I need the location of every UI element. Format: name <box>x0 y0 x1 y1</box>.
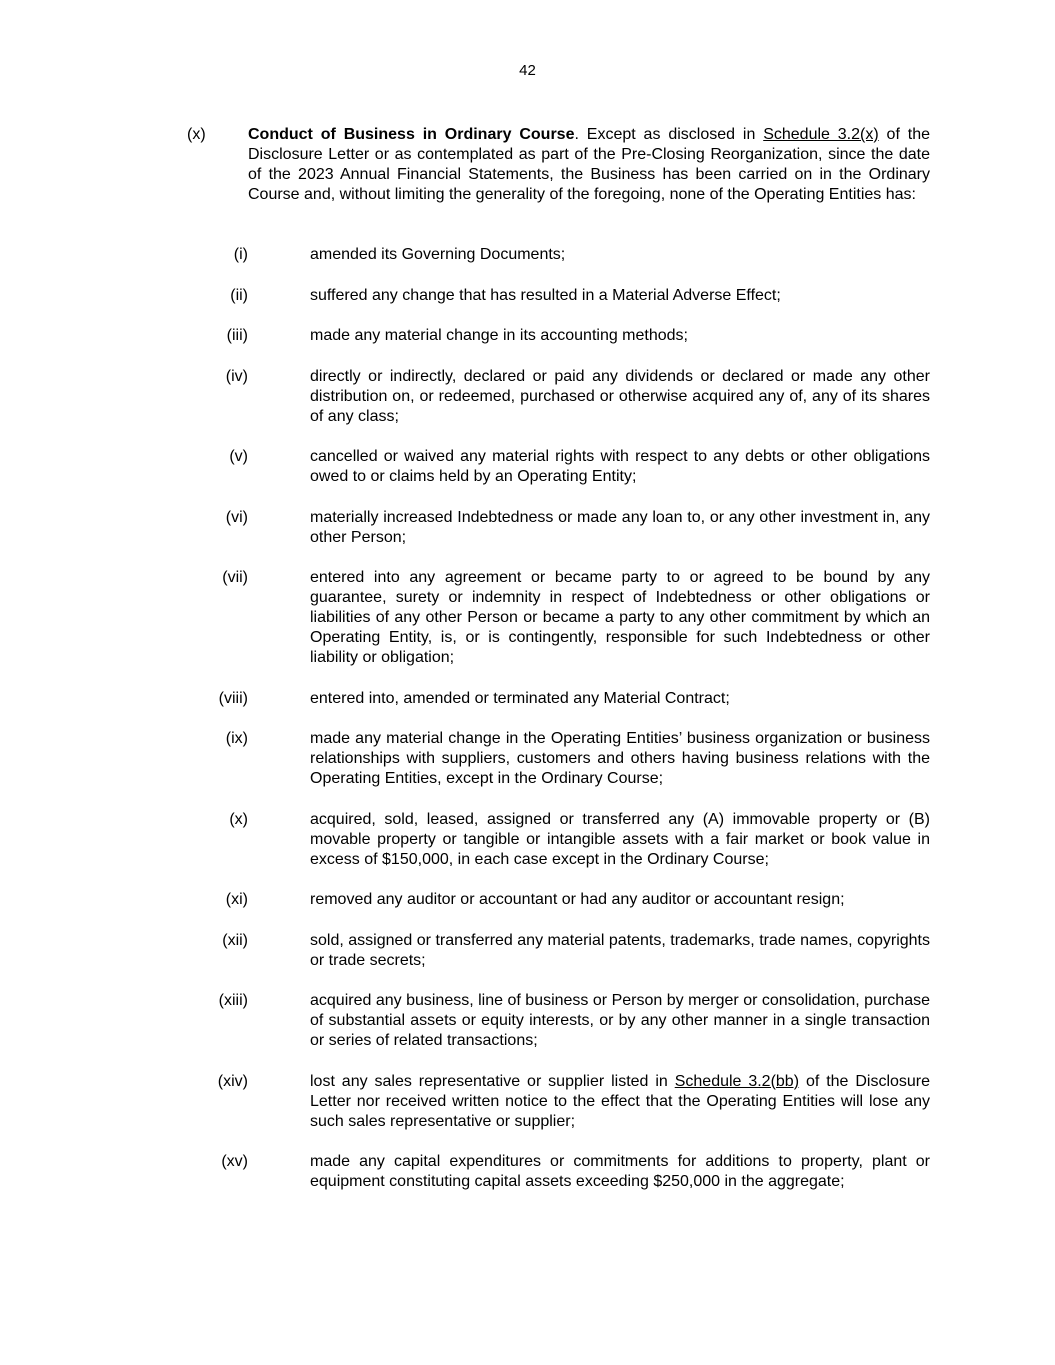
item-text: amended its Governing Documents; <box>310 246 566 263</box>
item-number: (viii) <box>218 689 248 707</box>
item-text: acquired, sold, leased, assigned or transferred any (A) immovable property or (B) movable property or tangible or intangible assets with a fair market or book value in excess of $150,000, in each case except in the Ordinary Course; <box>310 810 930 868</box>
item-text: removed any auditor or accountant or had any auditor or accountant resign; <box>310 891 845 908</box>
section-label: (x) <box>187 126 206 143</box>
list-item <box>187 367 930 427</box>
item-text-2: of the Disclosure Letter nor received written notice to the effect that the Operating Entities will lose any such sales representative or supplier; <box>310 1072 931 1130</box>
item-text <box>310 1072 930 1132</box>
item-number: (iv) <box>225 367 248 385</box>
item-number: (x) <box>229 810 248 828</box>
item-number: (xiv) <box>217 1072 248 1090</box>
list-item <box>187 245 930 265</box>
list-item <box>187 326 930 346</box>
item-text: cancelled or waived any material rights with respect to any debts or other obligations owed to or claims held by an Operating Entity; <box>310 448 930 485</box>
section-body <box>248 125 930 205</box>
item-text: acquired any business, line of business or Person by merger or consolidation, purchase of substantial assets or equity interests, or by any other manner in a single transaction or series of related transactions; <box>310 992 930 1049</box>
item-text: made any capital expenditures or commitments for additions to property, plant or equipment constituting capital assets exceeding $250,000 in the aggregate; <box>310 1153 930 1190</box>
item-text: made any material change in the Operating Entities’ business organization or business relationships with suppliers, customers and others having business relations with the Operating Entities, except in the Ordinary Course; <box>310 730 930 787</box>
list-item <box>187 1072 930 1132</box>
item-number: (v) <box>229 448 248 465</box>
item-number: (i) <box>233 246 248 263</box>
list-item <box>187 729 930 789</box>
item-text: entered into, amended or terminated any Material Contract; <box>310 689 730 707</box>
page-number: 42 <box>519 62 536 79</box>
schedule-link[interactable]: Schedule 3.2(x) <box>763 126 879 143</box>
list-item <box>187 689 930 709</box>
item-number: (iii) <box>226 327 248 344</box>
section-text-2: of the Disclosure Letter or as contemplated as part of the Pre-Closing Reorganization, since the date of the 2023 Annual Financial Statements, the Business has been carried on in the Ordinary Course and, without limiting the generality of the foregoing, none of the Operating Entities has: <box>248 126 931 203</box>
item-number: (vi) <box>225 508 248 526</box>
item-text-1: lost any sales representative or supplier listed in <box>310 1072 675 1090</box>
item-number: (xv) <box>221 1153 248 1170</box>
list-item <box>187 447 930 487</box>
item-number: (xii) <box>222 931 248 949</box>
list-item <box>187 568 930 668</box>
item-text: materially increased Indebtedness or made any loan to, or any other investment in, any other Person; <box>310 508 930 546</box>
section-text-1: . Except as disclosed in <box>574 126 764 143</box>
item-number: (xiii) <box>218 992 248 1009</box>
list-item <box>187 508 930 548</box>
list-item <box>187 1152 930 1192</box>
list-item <box>187 991 930 1051</box>
item-number: (vii) <box>222 569 248 586</box>
schedule-link[interactable]: Schedule 3.2(bb) <box>674 1072 800 1090</box>
item-list <box>187 245 930 1213</box>
item-text: directly or indirectly, declared or paid any dividends or declared or made any other distribution on, or redeemed, purchased or otherwise acquired any of, any of its shares of any class; <box>310 367 930 425</box>
item-number: (xi) <box>225 891 248 908</box>
list-item <box>187 810 930 870</box>
list-item <box>187 286 930 306</box>
item-number: (ii) <box>230 286 248 304</box>
section-heading: Conduct of Business in Ordinary Course <box>248 126 575 143</box>
item-text: suffered any change that has resulted in a Material Adverse Effect; <box>310 286 781 304</box>
list-item <box>187 890 930 910</box>
item-text: sold, assigned or transferred any material patents, trademarks, trade names, copyrights or trade secrets; <box>310 931 930 969</box>
item-number: (ix) <box>225 730 248 747</box>
list-item <box>187 931 930 971</box>
section-x <box>187 125 930 205</box>
item-text: entered into any agreement or became party to or agreed to be bound by any guarantee, surety or indemnity in respect of Indebtedness or other obligations or liabilities of any other Person or became a party to any other commitment by which an Operating Entity, is, or is contingently, responsible for such Indebtedness or other liability or obligation; <box>310 569 930 666</box>
item-text: made any material change in its accounting methods; <box>310 327 688 344</box>
